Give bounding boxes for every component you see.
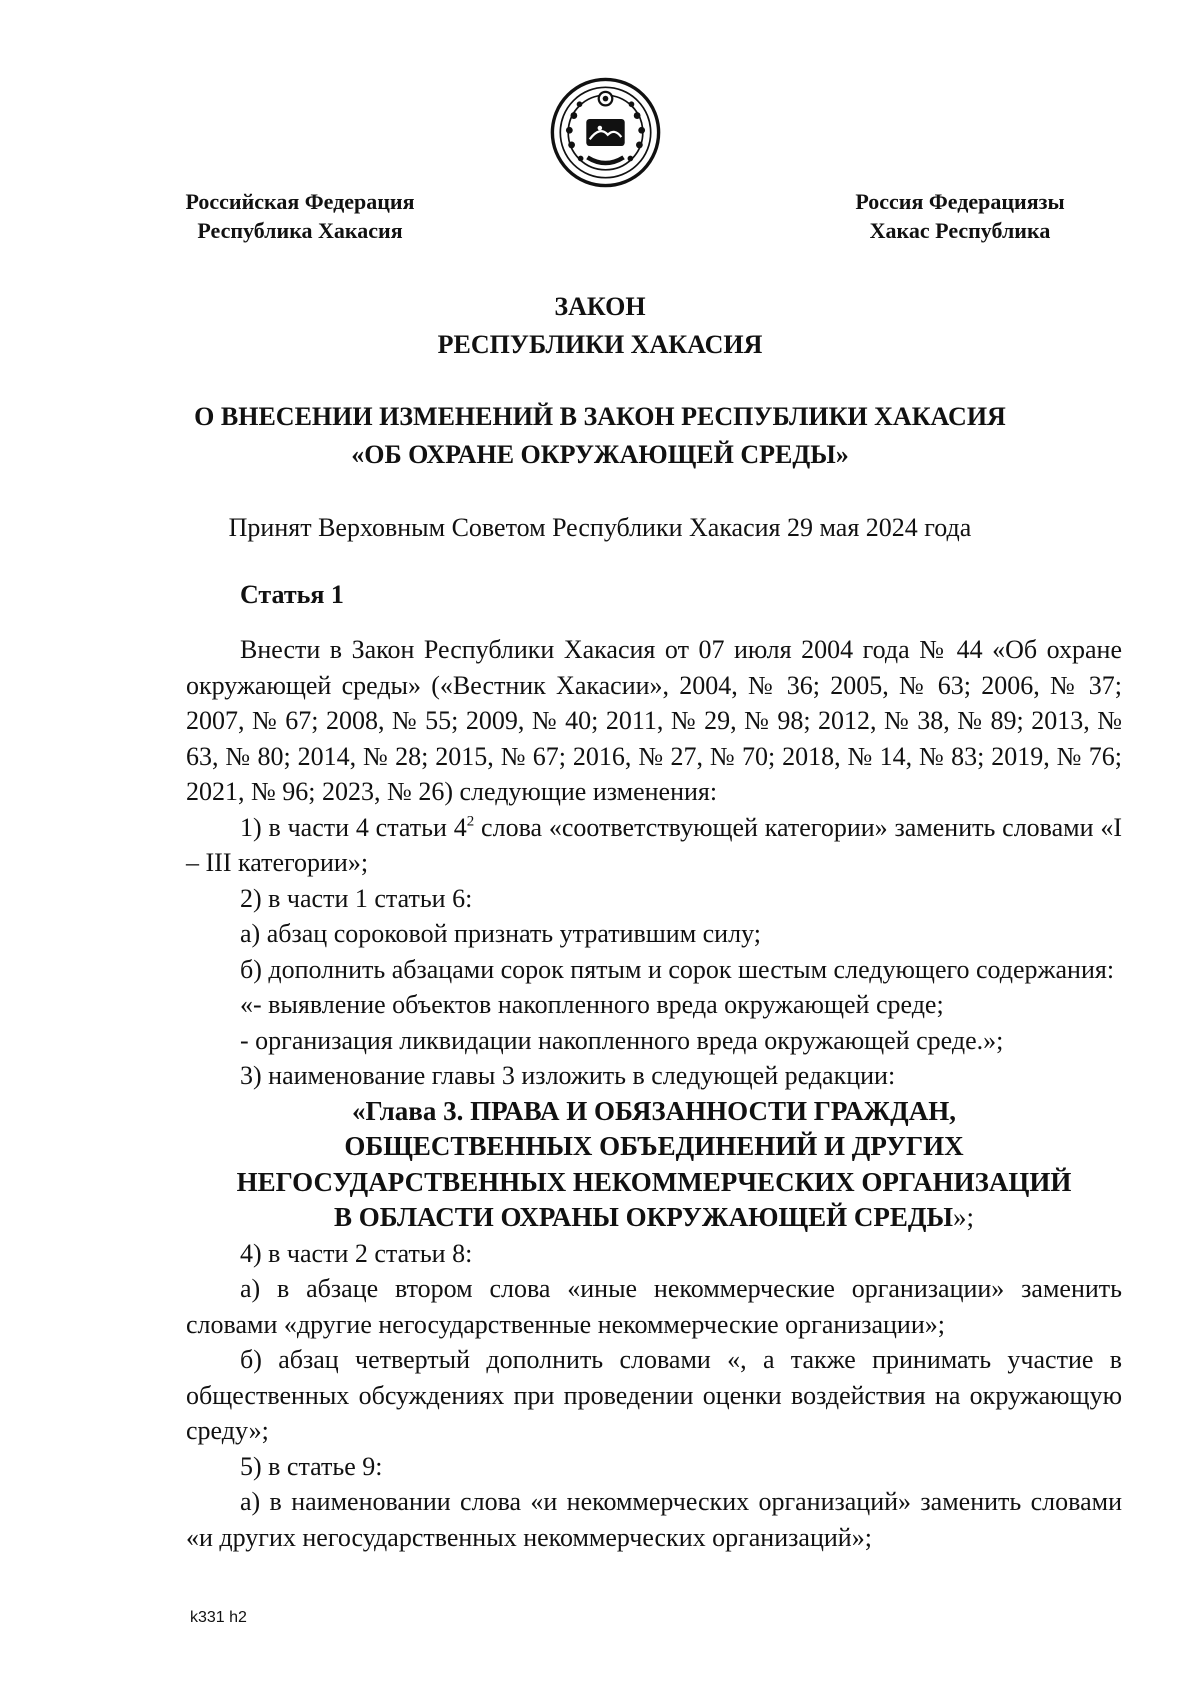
- header-right-line2: Хакас Республика: [869, 218, 1051, 243]
- item-2b: б) дополнить абзацами сорок пятым и сорок шестым следующего содержания:: [240, 954, 1115, 984]
- chapter-title-tail: »;: [952, 1202, 974, 1232]
- article-intro: Внести в Закон Республики Хакасия от 07 июля 2004 года № 44 «Об охране окружающей среды» («Вестник Хакасии», 2004, № 36; 2005, № 63; 2006, № 37; 2007, № 67; 2008, № 55; 2009, № 40; 2011, № 29, № 98; 2012, № 38, № 89; 2013, № 63, № 80; 2014, № 28; 2015, № 67; 2016, № 27, № 70; 2018, № 14, № 83; 2019, № 76; 2021, № 96; 2023, № 26) следующие изменения:: [186, 635, 1122, 806]
- item-2a: а) абзац сороковой признать утратившим силу;: [240, 919, 761, 948]
- chapter-title-line3: НЕГОСУДАРСТВЕННЫХ НЕКОММЕРЧЕСКИХ ОРГАНИЗАЦИЙ: [236, 1166, 1072, 1197]
- header-left-line1: Российская Федерация: [185, 189, 415, 214]
- article-body: [186, 632, 1122, 1555]
- chapter-title-line4: [186, 1200, 1122, 1236]
- item-1: [186, 810, 1122, 881]
- item-4: 4) в части 2 статьи 8:: [240, 1238, 473, 1268]
- header-left: [170, 187, 430, 245]
- item-1-superscript: 2: [466, 813, 475, 829]
- law-title-line1: ЗАКОН: [554, 292, 646, 321]
- document-code: k331 h2: [190, 1609, 247, 1626]
- adoption-note: Принят Верховным Советом Республики Хакасия 29 мая 2024 года: [228, 513, 972, 542]
- coat-of-arms-emblem: [549, 76, 662, 189]
- item-2: 2) в части 1 статьи 6:: [240, 883, 473, 913]
- item-5a: а) в наименовании слова «и некоммерческих организаций» заменить словами «и других негосударственных некоммерческих организаций»;: [186, 1487, 1122, 1552]
- header-right-line1: Россия Федерациязы: [855, 189, 1065, 214]
- chapter-title-line4-text: В ОБЛАСТИ ОХРАНЫ ОКРУЖАЮЩЕЙ СРЕДЫ: [334, 1202, 953, 1232]
- chapter-title-line1: «Глава 3. ПРАВА И ОБЯЗАННОСТИ ГРАЖДАН,: [352, 1095, 956, 1126]
- chapter-title-line2: ОБЩЕСТВЕННЫХ ОБЪЕДИНЕНИЙ И ДРУГИХ: [344, 1131, 964, 1161]
- law-title-line2: РЕСПУБЛИКИ ХАКАСИЯ: [437, 330, 763, 359]
- item-1-text-a: 1) в части 4 статьи 4: [240, 812, 467, 842]
- item-1-text-b: слова «соответствующей категории» заменить словами «I – III категории»;: [186, 812, 1122, 877]
- header-right: [835, 187, 1085, 245]
- item-4a: а) в абзаце втором слова «иные некоммерческие организации» заменить словами «другие негосударственные некоммерческие организации»;: [186, 1274, 1122, 1339]
- quote-line-2: - организация ликвидации накопленного вреда окружающей среде.»;: [240, 1025, 1004, 1055]
- quote-line-1: «- выявление объектов накопленного вреда окружающей среде;: [240, 990, 944, 1019]
- header-left-line2: Республика Хакасия: [197, 218, 403, 243]
- law-subtitle-line1: О ВНЕСЕНИИ ИЗМЕНЕНИЙ В ЗАКОН РЕСПУБЛИКИ ХАКАСИЯ: [194, 402, 1006, 431]
- item-4b: б) абзац четвертый дополнить словами «, а также принимать участие в общественных обсуждениях при проведении оценки воздействия на окружающую среду»;: [186, 1345, 1122, 1445]
- item-3: 3) наименование главы 3 изложить в следующей редакции:: [240, 1061, 896, 1090]
- law-subtitle-line2: «ОБ ОХРАНЕ ОКРУЖАЮЩЕЙ СРЕДЫ»: [351, 440, 849, 469]
- item-5: 5) в статье 9:: [240, 1451, 383, 1481]
- article-heading: Статья 1: [240, 580, 344, 609]
